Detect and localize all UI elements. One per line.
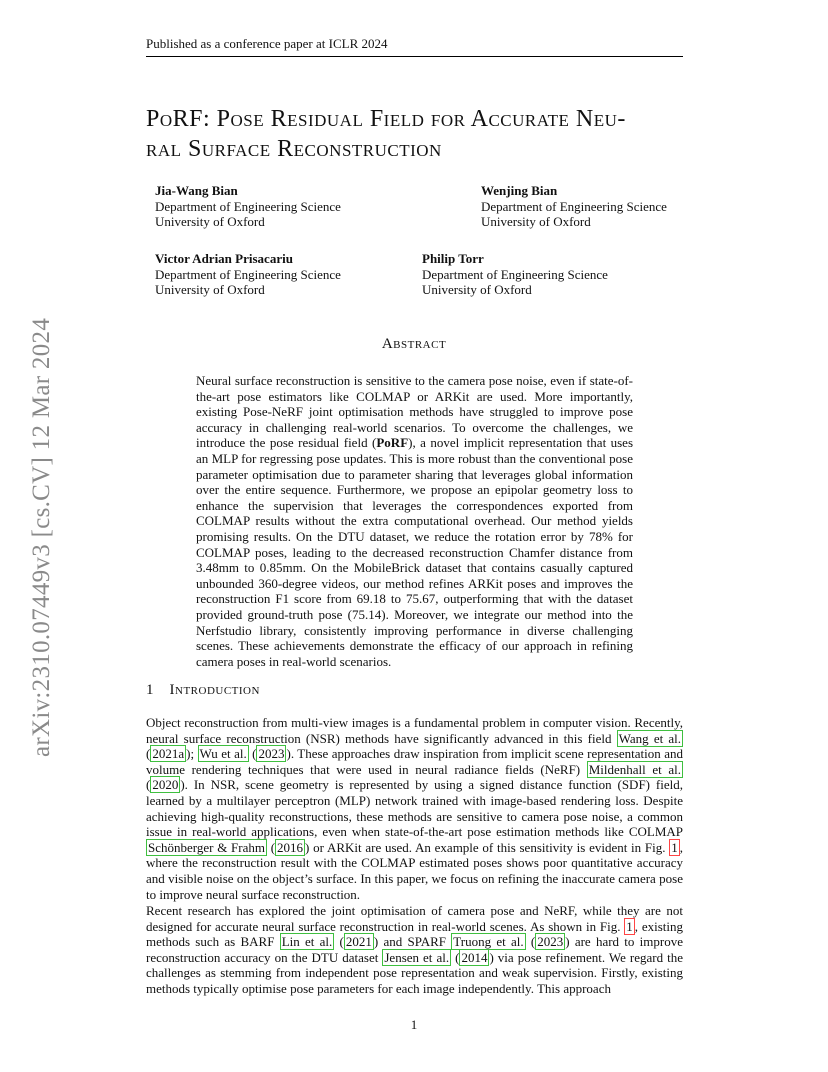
body-text: Object reconstruction from multi-view images is a fundamental problem in computer vision. Recently, neural surface reconstruction (NSR) methods have significantly advanced in this field [146,715,683,746]
running-header: Published as a conference paper at ICLR 2024 [146,36,683,57]
body-text: ) and SPARF [373,934,452,950]
method-name-bold: PoRF [376,435,409,451]
abstract-text [196,373,633,669]
body-text: ( [146,777,151,793]
figure-reference-link[interactable]: 1 [671,839,678,855]
body-text: ) are hard to improve reconstruction accuracy on the DTU dataset [146,934,683,965]
section-heading [146,682,260,699]
author-university: University of Oxford [481,214,591,229]
citation-link[interactable]: Lin et al. [281,934,333,950]
citation-link[interactable]: 2014 [461,949,488,965]
abstract-text-part: ), a novel implicit representation that uses an MLP for regressing pose updates. This is more robust than the conventional pose parameter optimisation due to parameter sharing that leverages global information over the entire sequence. Furthermore, we propose an epipolar geometry loss to enhance the supervision that leverages the correspondences exported from COLMAP results without the extra computational overhead. Our method yields promising results. On the DTU dataset, we reduce the rotation error by 78% for COLMAP poses, leading to the decreased reconstruction Chamfer distance from 3.48mm to 0.85mm. On the MobileBrick dataset that contains casually captured unbounded 360-degree videos, our method refines ARKit poses and improves the reconstruction F1 score from 69.18 to 75.67, outperforming that with the dataset provided ground-truth pose (75.14). Moreover, we integrate our method into the Nerfstudio library, consistently improving performance in diverse challenging scenes. These achievements demonstrate the efficacy of our approach in refining camera poses in real-world scenarios. [196,435,634,669]
body-text: ( [248,746,257,762]
citation-link[interactable]: Wang et al. [618,730,682,746]
section-title: Introduction [169,682,260,698]
author-department: Department of Engineering Science [155,198,341,214]
body-text: , where the reconstruction result with the COLMAP estimated poses shows poor quantitative accuracy and visible noise on the object’s surface. In this paper, we focus on refining the inaccurate camera pose to improve neural surface reconstruction. [146,839,683,902]
citation-link[interactable]: Wu et al. [199,746,247,762]
body-text: ); [186,746,198,762]
body-text: ( [146,746,151,762]
author-block [422,251,608,298]
body-text: ( [451,949,460,965]
author-department: Department of Engineering Science [481,198,667,214]
author-university: University of Oxford [155,214,265,229]
citation-link[interactable]: 2021 [345,934,372,950]
author-university: University of Oxford [155,282,265,297]
intro-paragraph-1 [146,715,683,902]
author-department: Department of Engineering Science [422,266,608,282]
body-text: , existing methods such as BARF [146,918,683,950]
citation-link[interactable]: Mildenhall et al. [588,761,681,777]
citation-link[interactable]: 2023 [258,746,285,762]
paper-title [146,104,706,164]
paper-title-line-2: ral Surface Reconstruction [146,136,442,162]
body-text: ) via pose refinement. We regard the challenges as stemming from independent pose representation and weak supervision. Firstly, existing methods typically optimise pose parameters for each image independently. This approach [146,949,683,996]
author-name: Philip Torr [422,251,484,266]
body-text: ). These approaches draw inspiration from implicit scene representation and volume rendering techniques that were used in neural radiance fields (NeRF) [146,746,683,777]
author-department: Department of Engineering Science [155,266,341,282]
citation-link[interactable]: 2021a [152,746,185,762]
author-name: Jia-Wang Bian [155,183,238,198]
citation-link[interactable]: 2020 [152,777,179,793]
arxiv-stamp: arXiv:2310.07449v3 [cs.CV] 12 Mar 2024 [28,317,55,757]
figure-reference-link[interactable]: 1 [626,918,633,934]
body-text: Recent research has explored the joint optimisation of camera pose and NeRF, while they are not designed for accurate neural surface reconstruction in real-world scenes. As shown in Fig. [146,903,683,934]
author-block [155,183,341,230]
author-block [481,183,667,230]
abstract-text-part: Neural surface reconstruction is sensitive to the camera pose noise, even if state-of-the-art pose estimators like COLMAP or ARKit are used. More importantly, existing Pose-NeRF joint optimisation methods have struggled to improve pose accuracy in challenging real-world scenarios. To overcome the challenges, we introduce the pose residual field ( [196,373,633,451]
citation-link[interactable]: Jensen et al. [384,949,450,965]
citation-link[interactable]: Truong et al. [453,934,524,950]
citation-link[interactable]: 2023 [537,934,564,950]
body-text: ( [334,934,344,950]
citation-link[interactable]: 2016 [277,839,304,855]
section-number: 1 [146,682,154,698]
body-text: ( [266,839,276,855]
author-university: University of Oxford [422,282,532,297]
page-number: 1 [410,1017,418,1032]
abstract-heading: Abstract [381,336,447,352]
paper-title-line-1: PoRF: Pose Residual Field for Accurate Neu- [146,106,626,132]
author-block [155,251,341,298]
body-text: ( [525,934,536,950]
body-text: ). In NSR, scene geometry is represented by using a signed distance function (SDF) field, learned by a multilayer perceptron (MLP) network trained with image-based rendering loss. Despite achieving high-quality reconstructions, these methods are sensitive to camera pose noise, a common issue in real-world applications, even when state-of-the-art pose estimation methods like COLMAP [146,777,683,840]
author-name: Wenjing Bian [481,183,558,198]
body-text: ) or ARKit are used. An example of this sensitivity is evident in Fig. [305,839,670,855]
citation-link[interactable]: Schönberger & Frahm [148,839,265,855]
intro-paragraph-2 [146,903,683,997]
author-name: Victor Adrian Prisacariu [155,251,293,266]
